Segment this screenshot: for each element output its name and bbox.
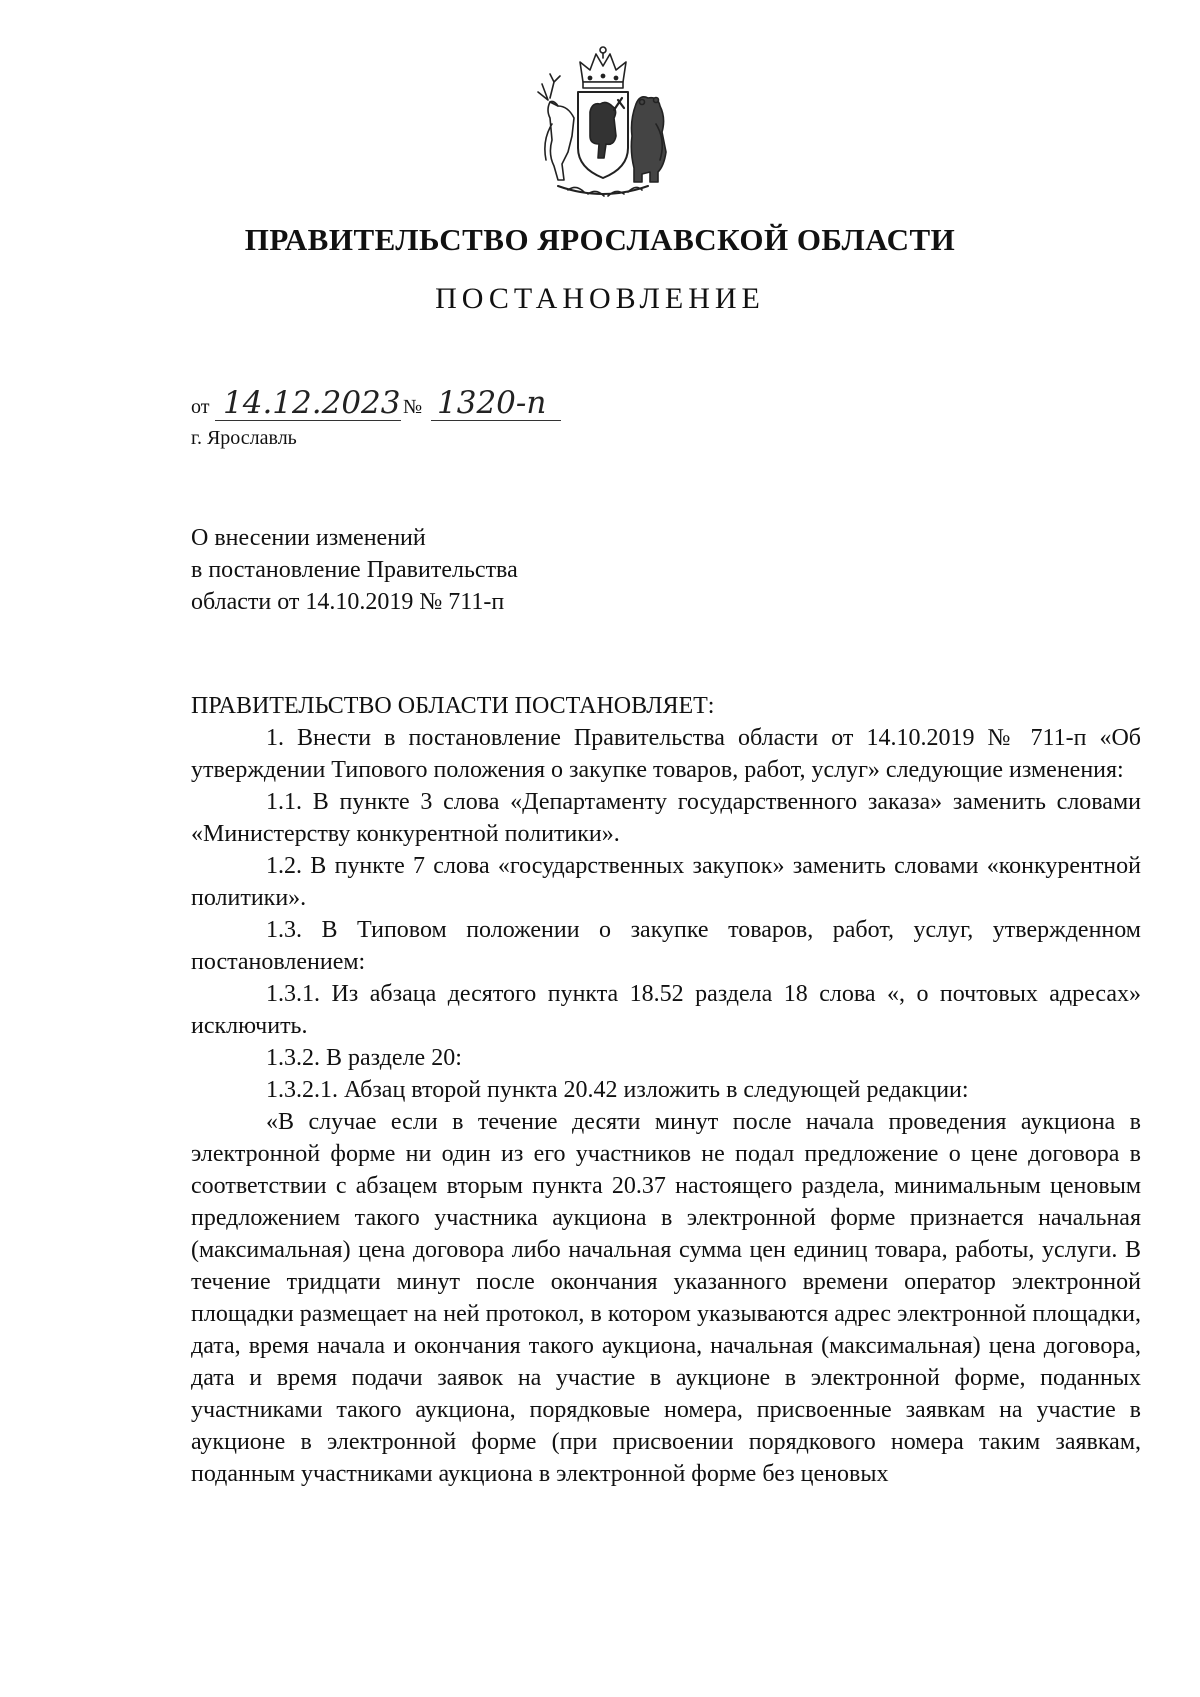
document-type: ПОСТАНОВЛЕНИЕ: [435, 282, 765, 315]
paragraph: 1.3.1. Из абзаца десятого пункта 18.52 раздела 18 слова «, о почтовых адресах» исключить.: [191, 981, 1141, 1039]
government-title: ПРАВИТЕЛЬСТВО ЯРОСЛАВСКОЙ ОБЛАСТИ: [244, 222, 956, 257]
date-prefix: от: [191, 396, 210, 418]
city: г. Ярославль: [191, 427, 297, 449]
subject-line: области от 14.10.2019 № 711-п: [191, 589, 505, 615]
number-prefix: №: [403, 396, 423, 418]
subject-line: в постановление Правительства: [191, 557, 518, 583]
paragraph: «В случае если в течение десяти минут после начала проведения аукциона в электронной форме ни один из его участников не подал предложение о цене договора в соответствии с абзацем вторым пункта 20.37 настоящего раздела, минимальным ценовым предложением такого участника аукциона в электронной форме признается начальная (максимальная) цена договора либо начальная сумма цен единиц товара, работы, услуги. В течение тридцати минут после окончания указанного времени оператор электронной площадки размещает на ней протокол, в котором указываются адрес электронной площадки, дата, время начала и окончания такого аукциона, начальная (максимальная) цена договора, дата и время подачи заявок на участие в аукционе в электронной форме, поданных участниками такого аукциона, порядковые номера, присвоенные заявкам на участие в аукционе в электронной форме (при присвоении порядкового номера таким заявкам, поданным участниками аукциона в электронной форме без ценовых: [191, 1109, 1141, 1487]
paragraph: 1.3.2. В разделе 20:: [266, 1045, 462, 1071]
paragraph: 1.3.2.1. Абзац второй пункта 20.42 изложить в следующей редакции:: [266, 1077, 969, 1103]
paragraph: 1. Внести в постановление Правительства области от 14.10.2019 № 711-п «Об утверждении Типового положения о закупке товаров, работ, услуг» следующие изменения:: [191, 725, 1141, 783]
paragraph: 1.1. В пункте 3 слова «Департаменту государственного заказа» заменить словами «Министерству конкурентной политики».: [191, 789, 1141, 847]
document-subject: [191, 522, 518, 618]
preamble: ПРАВИТЕЛЬСТВО ОБЛАСТИ ПОСТАНОВЛЯЕТ:: [191, 693, 715, 719]
number-value: 1320-п: [437, 385, 547, 421]
paragraph: 1.2. В пункте 7 слова «государственных закупок» заменить словами «конкурентной политики».: [191, 853, 1141, 911]
paragraph: 1.3. В Типовом положении о закупке товаров, работ, услуг, утвержденном постановлением:: [191, 917, 1141, 975]
subject-line: О внесении изменений: [191, 525, 426, 551]
date-value: 14.12.2023: [223, 385, 401, 421]
coat-of-arms-icon: [528, 40, 678, 200]
document-body: [191, 690, 1141, 1490]
